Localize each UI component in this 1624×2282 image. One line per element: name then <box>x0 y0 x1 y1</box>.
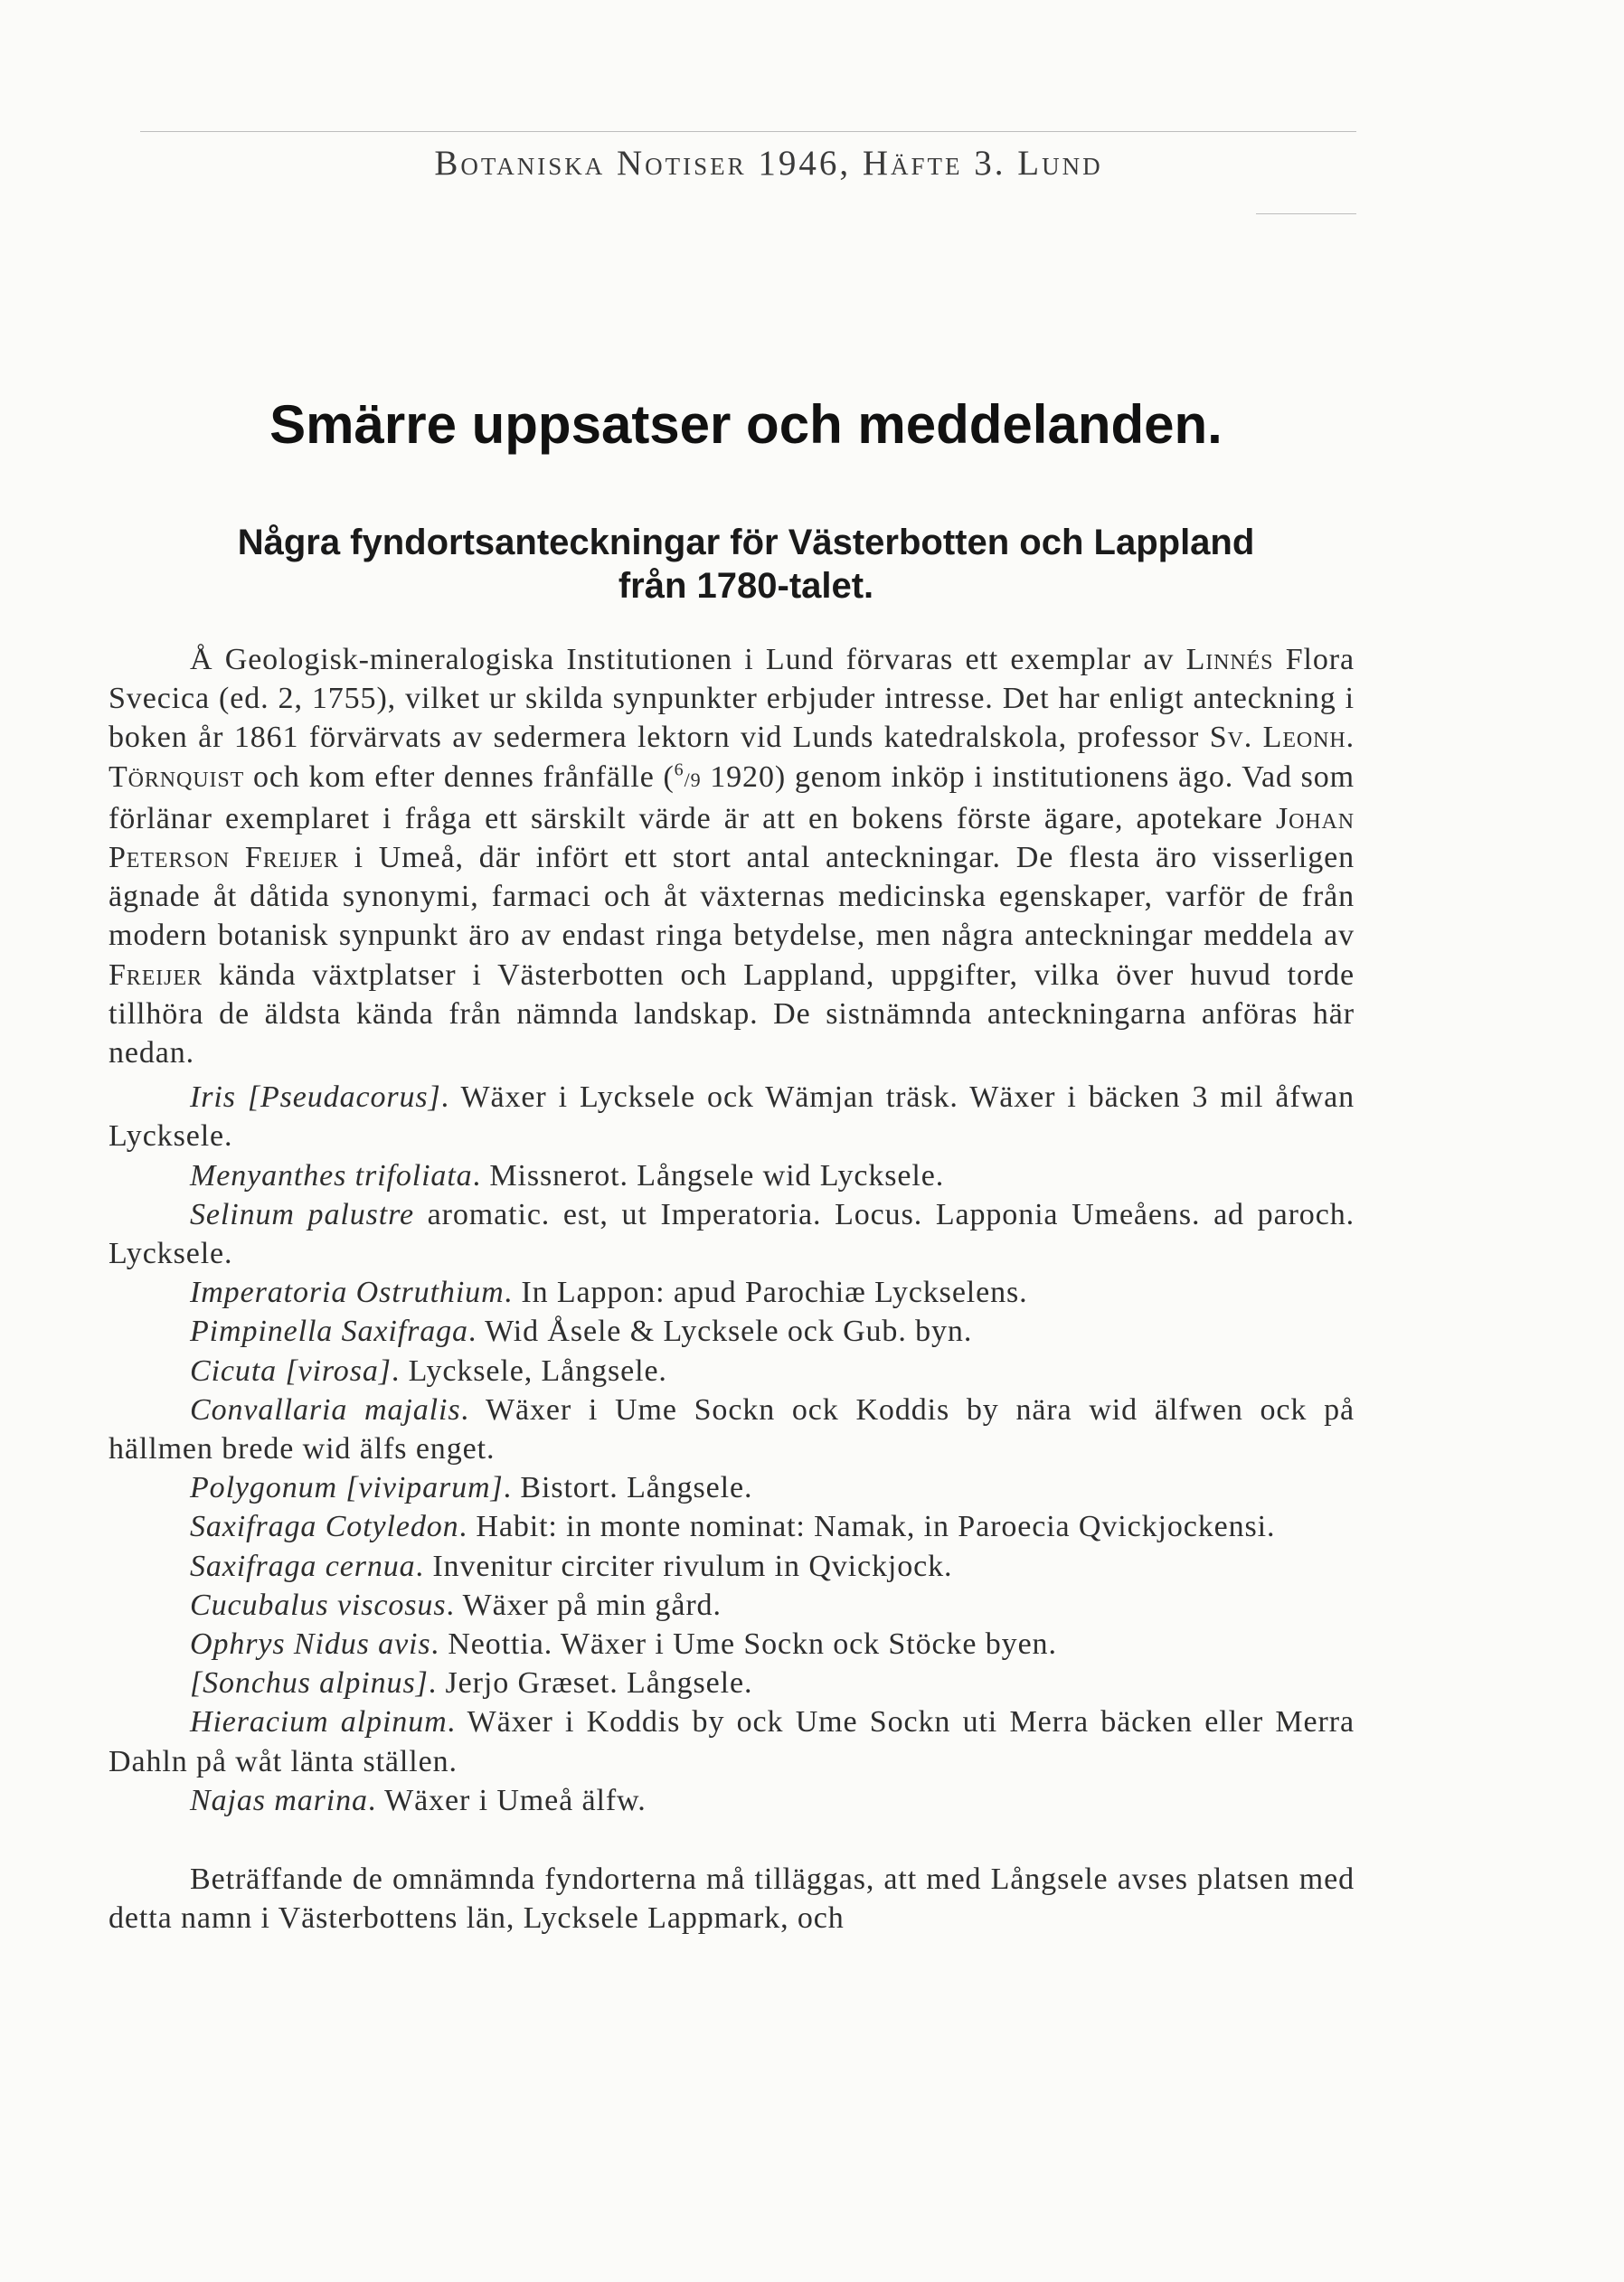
intro-text: i Umeå, där infört ett stort antal anteckningar. De flesta äro visserligen ägnade åt dåtida synonymi, farmaci och åt växternas medicinska egenskaper, varför de från modern botanisk synpunkt äro av endast ringa betydelse, men några anteckningar meddela av <box>109 841 1355 953</box>
article-title-line-2: från 1780-talet. <box>618 566 874 606</box>
list-item <box>109 1312 1355 1351</box>
list-item <box>109 1507 1355 1546</box>
species-name: Iris [Pseudacorus] <box>190 1080 441 1115</box>
author-name-tornquist: Sv. Leonh. Törnquist <box>109 721 1355 794</box>
list-item <box>109 1702 1355 1780</box>
species-note: . Lycksele, Långsele. <box>391 1353 667 1388</box>
journal-issue: Häfte 3. <box>862 144 1006 183</box>
journal-year: 1946, <box>758 144 852 183</box>
species-note: . Wäxer i Lycksele ock Wämjan träsk. Wäxer i bäcken 3 mil åfwan Lycksele. <box>109 1080 1355 1154</box>
species-name: Polygonum [viviparum] <box>190 1471 504 1505</box>
list-item <box>109 1781 1355 1820</box>
species-note: . Wid Åsele & Lycksele ock Gub. byn. <box>467 1315 973 1349</box>
species-note: . Habit: in monte nominat: Namak, in Paroecia Qvickjockensi. <box>458 1510 1276 1544</box>
species-note: . Invenitur circiter rivulum in Qvickjock. <box>415 1549 953 1583</box>
species-name: Hieracium alpinum <box>190 1705 448 1740</box>
list-item <box>109 1352 1355 1391</box>
list-item <box>109 1273 1355 1312</box>
list-item <box>109 1468 1355 1507</box>
intro-text: Å Geologisk-mineralogiska Institutionen i Lund förvaras ett exemplar av <box>190 643 1186 676</box>
species-name: Imperatoria Ostruthium <box>190 1276 505 1310</box>
date-subscript: /9 <box>684 768 702 791</box>
list-item <box>109 1078 1355 1155</box>
intro-text: och kom efter dennes frånfälle ( <box>244 759 675 794</box>
date-superscript: 6 <box>674 759 685 780</box>
running-header <box>362 143 1176 184</box>
species-name: Saxifraga cernua <box>190 1549 416 1583</box>
species-note: . Wäxer på min gård. <box>446 1588 722 1622</box>
header-rule-bottom <box>1256 213 1356 214</box>
species-name: Cicuta [virosa] <box>190 1353 392 1388</box>
article-body <box>109 640 1355 1938</box>
journal-name: Botaniska Notiser <box>434 144 747 183</box>
species-note: . Wäxer i Koddis by ock Ume Sockn uti Merra bäcken eller Merra Dahln på wåt länta ställen. <box>109 1705 1355 1778</box>
list-item <box>109 1586 1355 1625</box>
list-item <box>109 1664 1355 1702</box>
species-note: . Wäxer i Umeå älfw. <box>367 1783 647 1817</box>
list-item <box>109 1391 1355 1468</box>
species-name: Selinum palustre <box>190 1197 414 1231</box>
species-note: . Bistort. Långsele. <box>503 1471 753 1505</box>
author-name-freijer: Freijer <box>109 957 203 992</box>
list-item <box>109 1156 1355 1195</box>
list-item <box>109 1625 1355 1664</box>
species-note: aromatic. est, ut Imperatoria. Locus. Lapponia Umeåens. ad paroch. Lycksele. <box>109 1197 1355 1271</box>
author-name-linne: Linnés <box>1185 643 1274 676</box>
species-name: Najas marina <box>190 1783 368 1817</box>
species-name: Pimpinella Saxifraga <box>190 1315 468 1349</box>
species-name: Saxifraga Cotyledon <box>190 1510 459 1544</box>
intro-text: 1920) genom inköp i institutionens ägo. Vad som förlänar exemplaret i fråga ett särskilt värde är att en bokens förste ägare, apotekare <box>109 759 1355 835</box>
header-rule-top <box>140 131 1356 132</box>
intro-paragraph <box>109 640 1355 1072</box>
species-name: [Sonchus alpinus] <box>190 1666 429 1701</box>
species-note: . In Lappon: apud Parochiæ Lyckselens. <box>504 1276 1028 1310</box>
list-item <box>109 1195 1355 1273</box>
article-title <box>136 521 1356 608</box>
section-title: Smärre uppsatser och meddelanden. <box>269 394 1223 455</box>
species-name: Cucubalus viscosus <box>190 1588 447 1622</box>
list-item <box>109 1547 1355 1586</box>
species-note: . Neottia. Wäxer i Ume Sockn ock Stöcke byen. <box>430 1627 1057 1662</box>
species-name: Menyanthes trifoliata <box>190 1158 473 1193</box>
species-note: . Wäxer i Ume Sockn ock Koddis by nära wid älfwen ock på hällmen brede wid älfs enget. <box>109 1392 1355 1466</box>
closing-paragraph: Beträffande de omnämnda fyndorterna må tilläggas, att med Långsele avses platsen med detta namn i Västerbottens län, Lycksele Lappmark, och <box>109 1862 1355 1936</box>
species-note: . Jerjo Græset. Långsele. <box>428 1666 753 1701</box>
intro-text: kända växtplatser i Västerbotten och Lappland, uppgifter, vilka över huvud torde tillhöra de äldsta kända från nämnda landskap. De sistnämnda anteckningarna anföras här nedan. <box>109 957 1355 1070</box>
author-name-freijer-full: Johan Peterson Freijer <box>109 801 1355 875</box>
journal-place: Lund <box>1017 144 1103 183</box>
intro-text: Flora Svecica (ed. 2, 1755), vilket ur skilda synpunkter erbjuder intresse. Det har enligt anteckning i boken år 1861 förvärvats av sedermera lektorn vid Lunds katedralskola, professor <box>109 643 1355 755</box>
species-name: Ophrys Nidus avis <box>190 1627 431 1662</box>
species-name: Convallaria majalis <box>190 1392 461 1427</box>
species-note: . Missnerot. Långsele wid Lycksele. <box>472 1158 945 1193</box>
article-title-line-1: Några fyndortsanteckningar för Västerbotten och Lappland <box>237 523 1255 562</box>
